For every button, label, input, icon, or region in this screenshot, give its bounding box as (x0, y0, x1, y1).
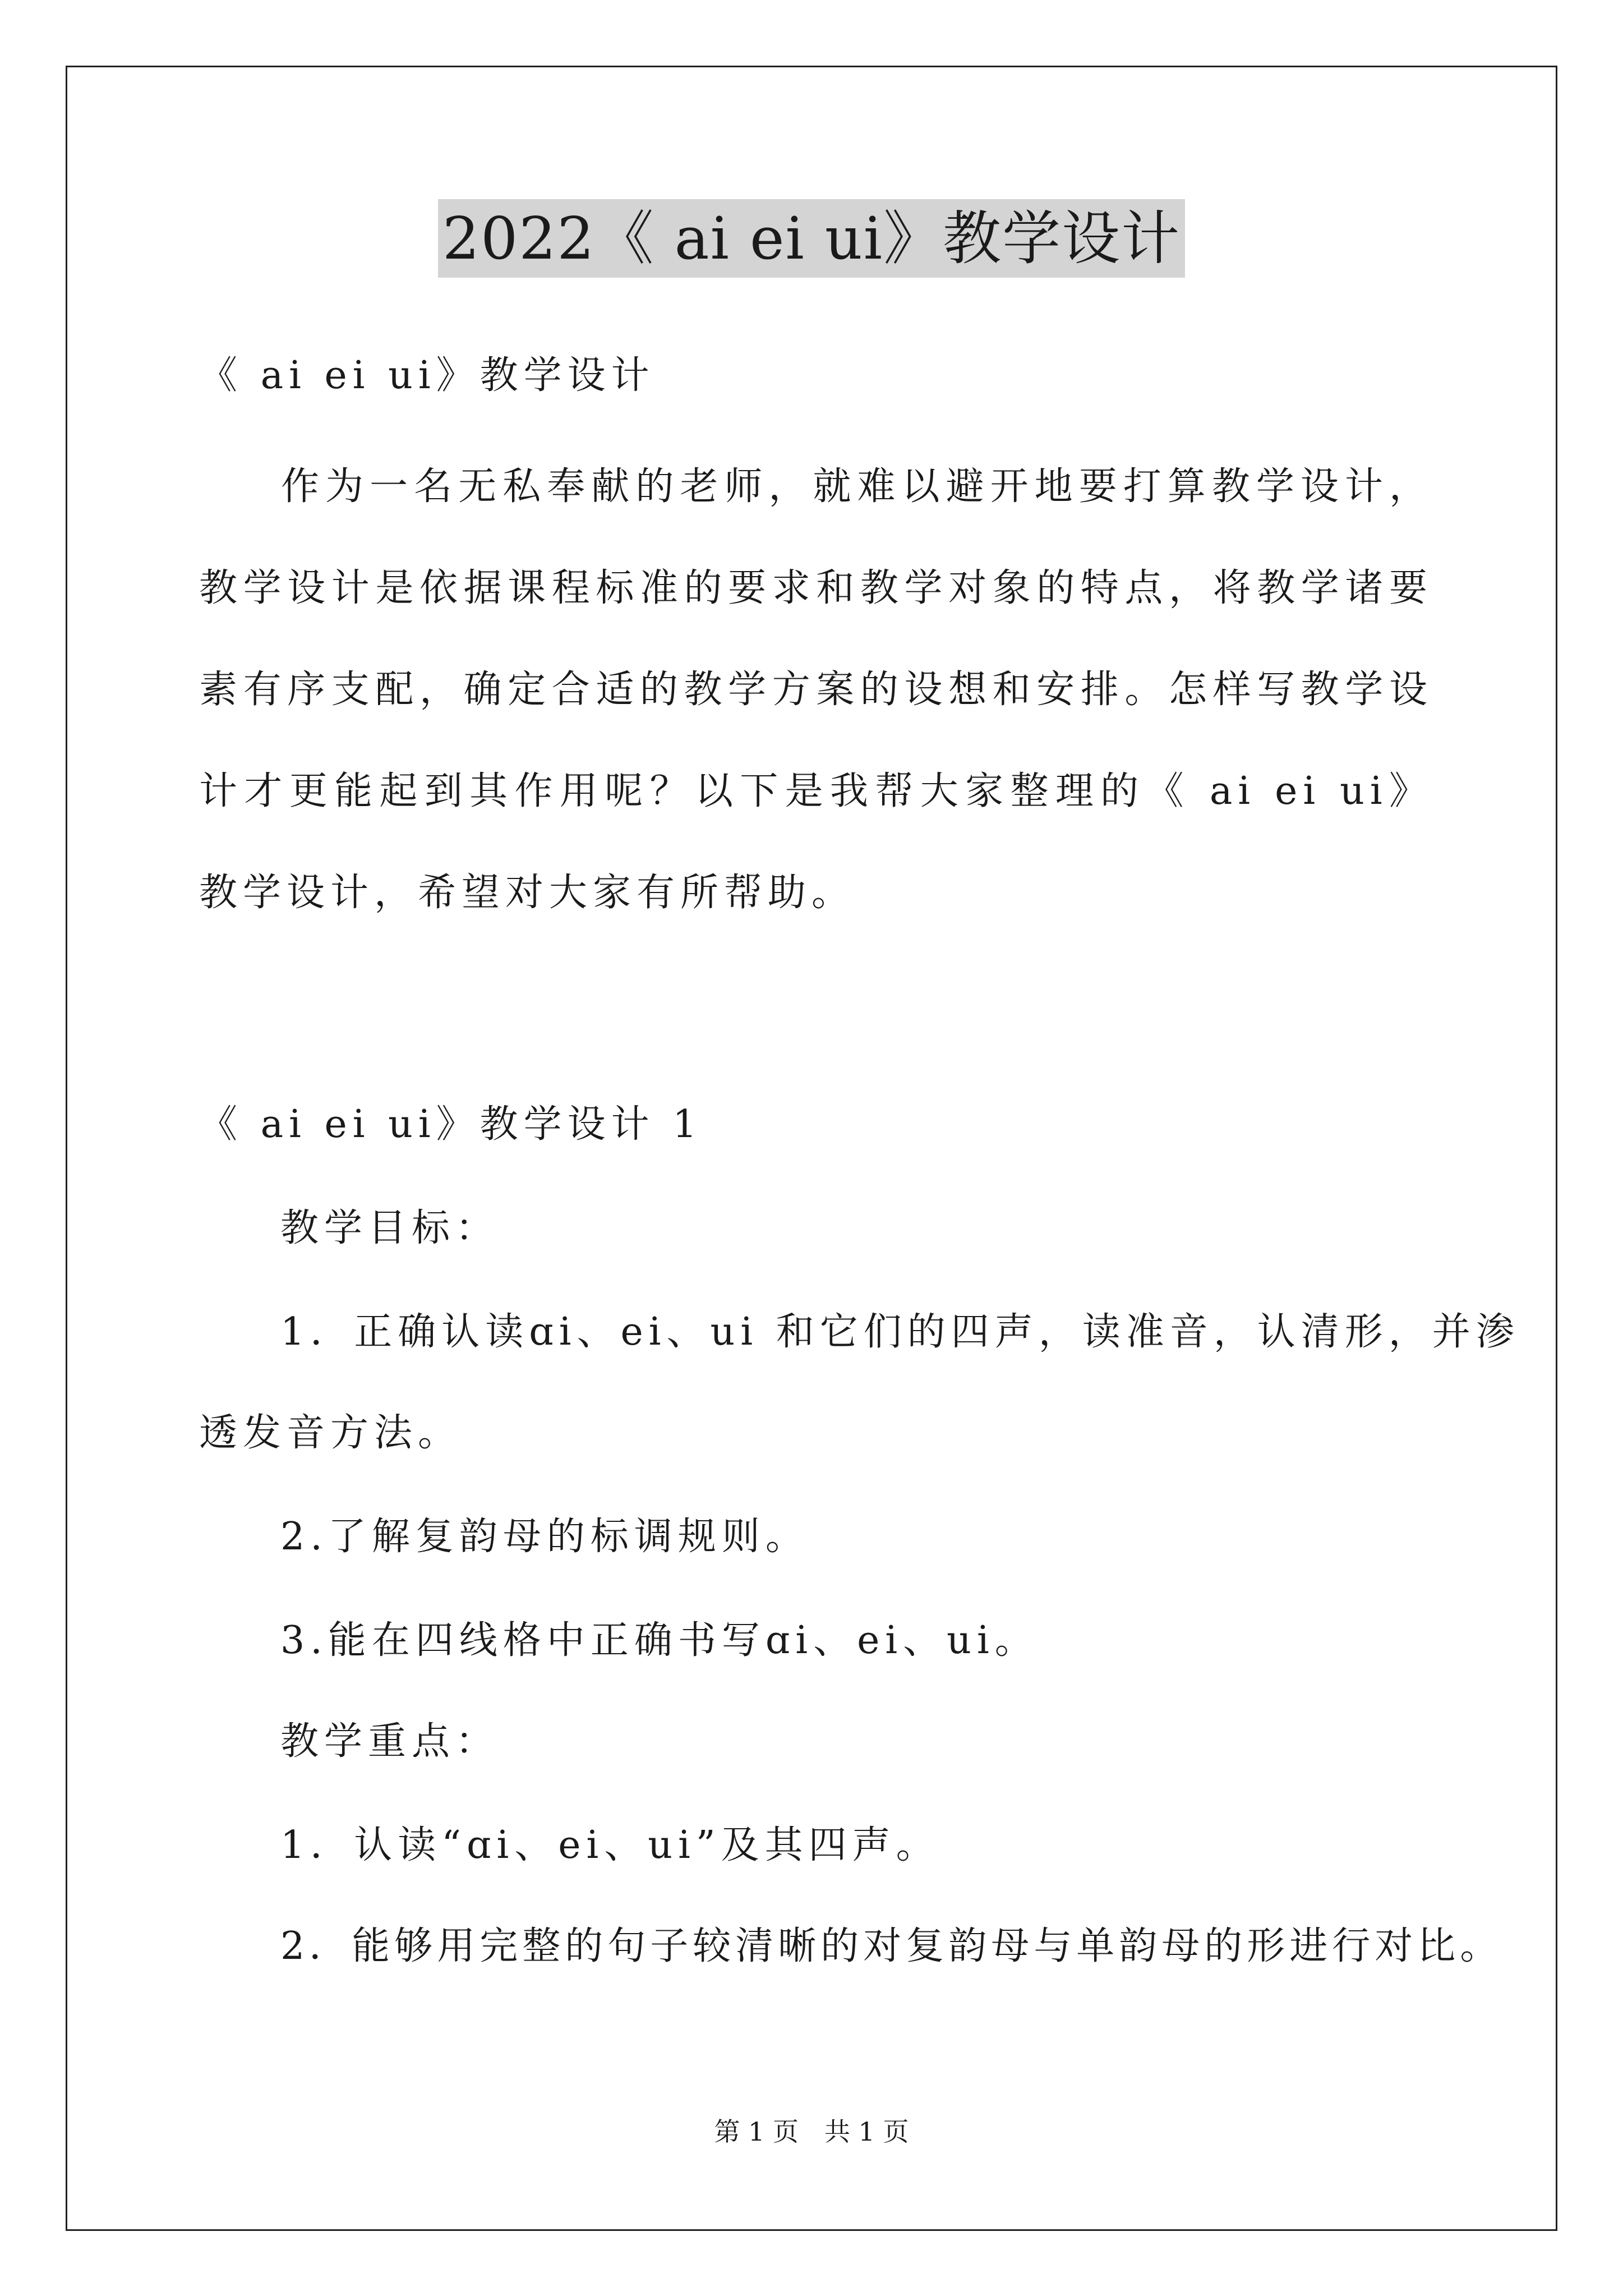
objective-item-1-continued: 透发音方法。 (199, 1411, 462, 1455)
objective-item-1: 1．正确认读ɑi、ei、ui 和它们的四声，读准音，认清形，并渗 (280, 1310, 1520, 1354)
objective-item-3: 3.能在四线格中正确书写ɑi、ei、ui。 (280, 1618, 1039, 1663)
document-title: 2022《 ai ei ui》教学设计 (438, 199, 1185, 278)
title-container (0, 199, 1623, 278)
intro-paragraph: 作为一名无私奉献的老师，就难以避开地要打算教学设计，教学设计是依据课程标准的要求和教学对象的特点，将教学诸要素有序支配，确定合适的教学方案的设想和安排。怎样写教学设计才更能起到其作用呢？以下是我帮大家整理的《 ai ei ui》教学设计，希望对大家有所帮助。 (199, 464, 1433, 915)
document-subtitle: 《 ai ei ui》教学设计 (199, 353, 655, 398)
key-point-item-2: 2．能够用完整的句子较清晰的对复韵母与单韵母的形进行对比。 (280, 1924, 1503, 1968)
page-footer: 第 1 页 共 1 页 (714, 2116, 909, 2147)
key-point-item-1: 1．认读“ɑi、ei、ui”及其四声。 (280, 1823, 940, 1867)
section-heading: 《 ai ei ui》教学设计 1 (199, 1102, 703, 1147)
objective-item-2: 2.了解复韵母的标调规则。 (280, 1515, 809, 1559)
objectives-heading: 教学目标： (280, 1206, 500, 1250)
key-points-heading: 教学重点： (280, 1719, 500, 1764)
